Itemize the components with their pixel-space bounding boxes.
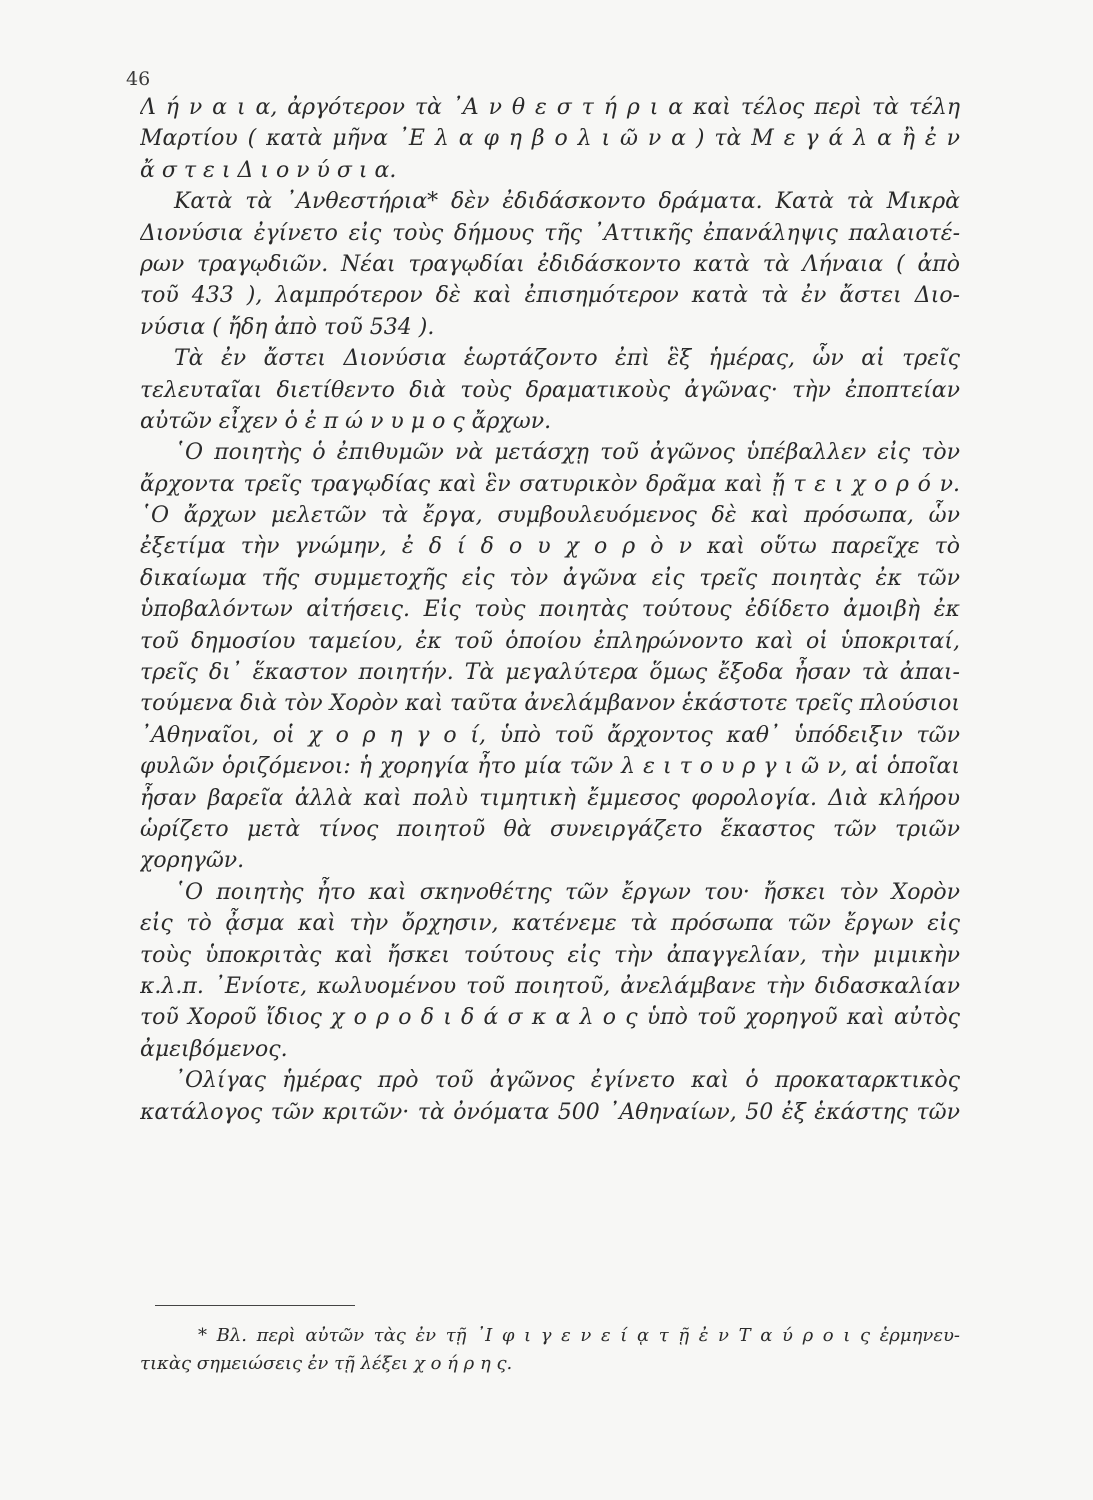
- page-number: 46: [126, 68, 151, 90]
- text-line: τούμενα διὰ τὸν Χορὸν καὶ ταῦτα ἀνελάμβανον ἑκάστοτε τρεῖς πλούσιοι: [140, 691, 960, 717]
- text-line: ᾿Ολίγας ἡμέρας πρὸ τοῦ ἀγῶνος ἐγίνετο καὶ ὁ προκαταρκτικὸς: [174, 1068, 960, 1094]
- text-line: Τὰ ἐν ἄστει Διονύσια ἑωρτάζοντο ἐπὶ ἓξ ἡμέρας, ὧν αἱ τρεῖς: [174, 346, 960, 372]
- text-line: ἀμειβόμενος.: [140, 1036, 288, 1062]
- text-line: Μαρτίου ( κατὰ μῆνα ᾿Ε λ α φ η β ο λ ι ῶ ν α ) τὰ Μ ε γ ά λ α ἢ ἐ ν: [140, 126, 960, 152]
- text-line: ῾Ο ποιητὴς ὁ ἐπιθυμῶν νὰ μετάσχῃ τοῦ ἀγῶνος ὑπέβαλλεν εἰς τὸν: [174, 440, 960, 466]
- text-line: κατάλογος τῶν κριτῶν· τὰ ὀνόματα 500 ᾿Αθηναίων, 50 ἐξ ἑκάστης τῶν: [140, 1099, 960, 1125]
- text-line: Λ ή ν α ι α, ἀργότερον τὰ ᾿Α ν θ ε σ τ ή ρ ι α καὶ τέλος περὶ τὰ τέλη: [140, 95, 960, 120]
- footnote-line: τικὰς σημειώσεις ἐν τῇ λέξει χ ο ή ρ η ς.: [140, 1353, 513, 1374]
- text-line: ὑποβαλόντων αἰτήσεις. Εἰς τοὺς ποιητὰς τούτους ἐδίδετο ἀμοιβὴ ἐκ: [140, 597, 960, 623]
- text-line: ἦσαν βαρεῖα ἀλλὰ καὶ πολὺ τιμητικὴ ἔμμεσος φορολογία. Διὰ κλήρου: [140, 785, 960, 811]
- text-line: νύσια ( ἤδη ἀπὸ τοῦ 534 ).: [140, 314, 435, 340]
- body-text: [140, 92, 960, 1128]
- text-line: τελευταῖαι διετίθεντο διὰ τοὺς δραματικοὺς ἀγῶνας· τὴν ἐποπτείαν: [140, 377, 960, 403]
- text-line: φυλῶν ὁριζόμενοι: ἡ χορηγία ἦτο μία τῶν λ ε ι τ ο υ ρ γ ι ῶ ν, αἱ ὁποῖαι: [140, 754, 960, 780]
- text-line: ῾Ο ποιητὴς ἦτο καὶ σκηνοθέτης τῶν ἔργων του· ἤσκει τὸν Χορὸν: [174, 879, 960, 905]
- text-line: αὐτῶν εἶχεν ὁ ἐ π ώ ν υ μ ο ς ἄρχων.: [140, 408, 552, 434]
- text-line: εἰς τὸ ᾆσμα καὶ τὴν ὄρχησιν, κατένεμε τὰ πρόσωπα τῶν ἔργων εἰς: [140, 911, 960, 937]
- text-line: ῾Ο ἄρχων μελετῶν τὰ ἔργα, συμβουλευόμενος δὲ καὶ πρόσωπα, ὧν: [140, 503, 960, 529]
- footnote-line: * Βλ. περὶ αὐτῶν τὰς ἐν τῇ ᾿Ι φ ι γ ε ν ε ί ᾳ τ ῇ ἐ ν Τ α ύ ρ ο ι ς ἑρμηνευ-: [198, 1325, 960, 1346]
- text-line: ἄ σ τ ε ι Δ ι ο ν ύ σ ι α.: [140, 157, 397, 183]
- text-line: κ.λ.π. ᾿Ενίοτε, κωλυομένου τοῦ ποιητοῦ, ἀνελάμβανε τὴν διδασκαλίαν: [140, 973, 960, 999]
- footnote-divider: [155, 1305, 355, 1306]
- text-line: ἐξετίμα τὴν γνώμην, ἐ δ ί δ ο υ χ ο ρ ὸ ν καὶ οὕτω παρεῖχε τὸ: [140, 534, 960, 560]
- text-line: Διονύσια ἐγίνετο εἰς τοὺς δήμους τῆς ᾿Αττικῆς ἐπανάληψις παλαιοτέ-: [140, 220, 960, 246]
- text-line: τρεῖς δι᾿ ἕκαστον ποιητήν. Τὰ μεγαλύτερα ὅμως ἔξοδα ἦσαν τὰ ἀπαι-: [140, 660, 960, 686]
- text-line: τοὺς ὑποκριτὰς καὶ ἤσκει τούτους εἰς τὴν ἀπαγγελίαν, τὴν μιμικὴν: [140, 942, 960, 968]
- text-line: ρων τραγῳδιῶν. Νέαι τραγῳδίαι ἐδιδάσκοντο κατὰ τὰ Λήναια ( ἀπὸ: [140, 251, 960, 277]
- text-line: ἄρχοντα τρεῖς τραγῳδίας καὶ ἓν σατυρικὸν δρᾶμα καὶ ᾔ τ ε ι χ ο ρ ό ν.: [140, 471, 960, 497]
- text-line: ὡρίζετο μετὰ τίνος ποιητοῦ θὰ συνειργάζετο ἕκαστος τῶν τριῶν: [140, 816, 960, 842]
- text-line: τοῦ Χοροῦ ἴδιος χ ο ρ ο δ ι δ ά σ κ α λ ο ς ὑπὸ τοῦ χορηγοῦ καὶ αὐτὸς: [140, 1005, 960, 1031]
- text-line: Κατὰ τὰ ᾿Ανθεστήρια* δὲν ἐδιδάσκοντο δράματα. Κατὰ τὰ Μικρὰ: [174, 189, 960, 215]
- text-line: ᾿Αθηναῖοι, οἱ χ ο ρ η γ ο ί, ὑπὸ τοῦ ἄρχοντος καθ᾿ ὑπόδειξιν τῶν: [140, 722, 960, 748]
- text-line: τοῦ δημοσίου ταμείου, ἐκ τοῦ ὁποίου ἐπληρώνοντο καὶ οἱ ὑποκριταί,: [140, 628, 960, 654]
- text-line: χορηγῶν.: [140, 848, 245, 874]
- text-line: δικαίωμα τῆς συμμετοχῆς εἰς τὸν ἀγῶνα εἰς τρεῖς ποιητὰς ἐκ τῶν: [140, 565, 960, 591]
- footnotes: [140, 1322, 960, 1378]
- text-line: τοῦ 433 ), λαμπρότερον δὲ καὶ ἐπισημότερον κατὰ τὰ ἐν ἄστει Διο-: [140, 283, 960, 309]
